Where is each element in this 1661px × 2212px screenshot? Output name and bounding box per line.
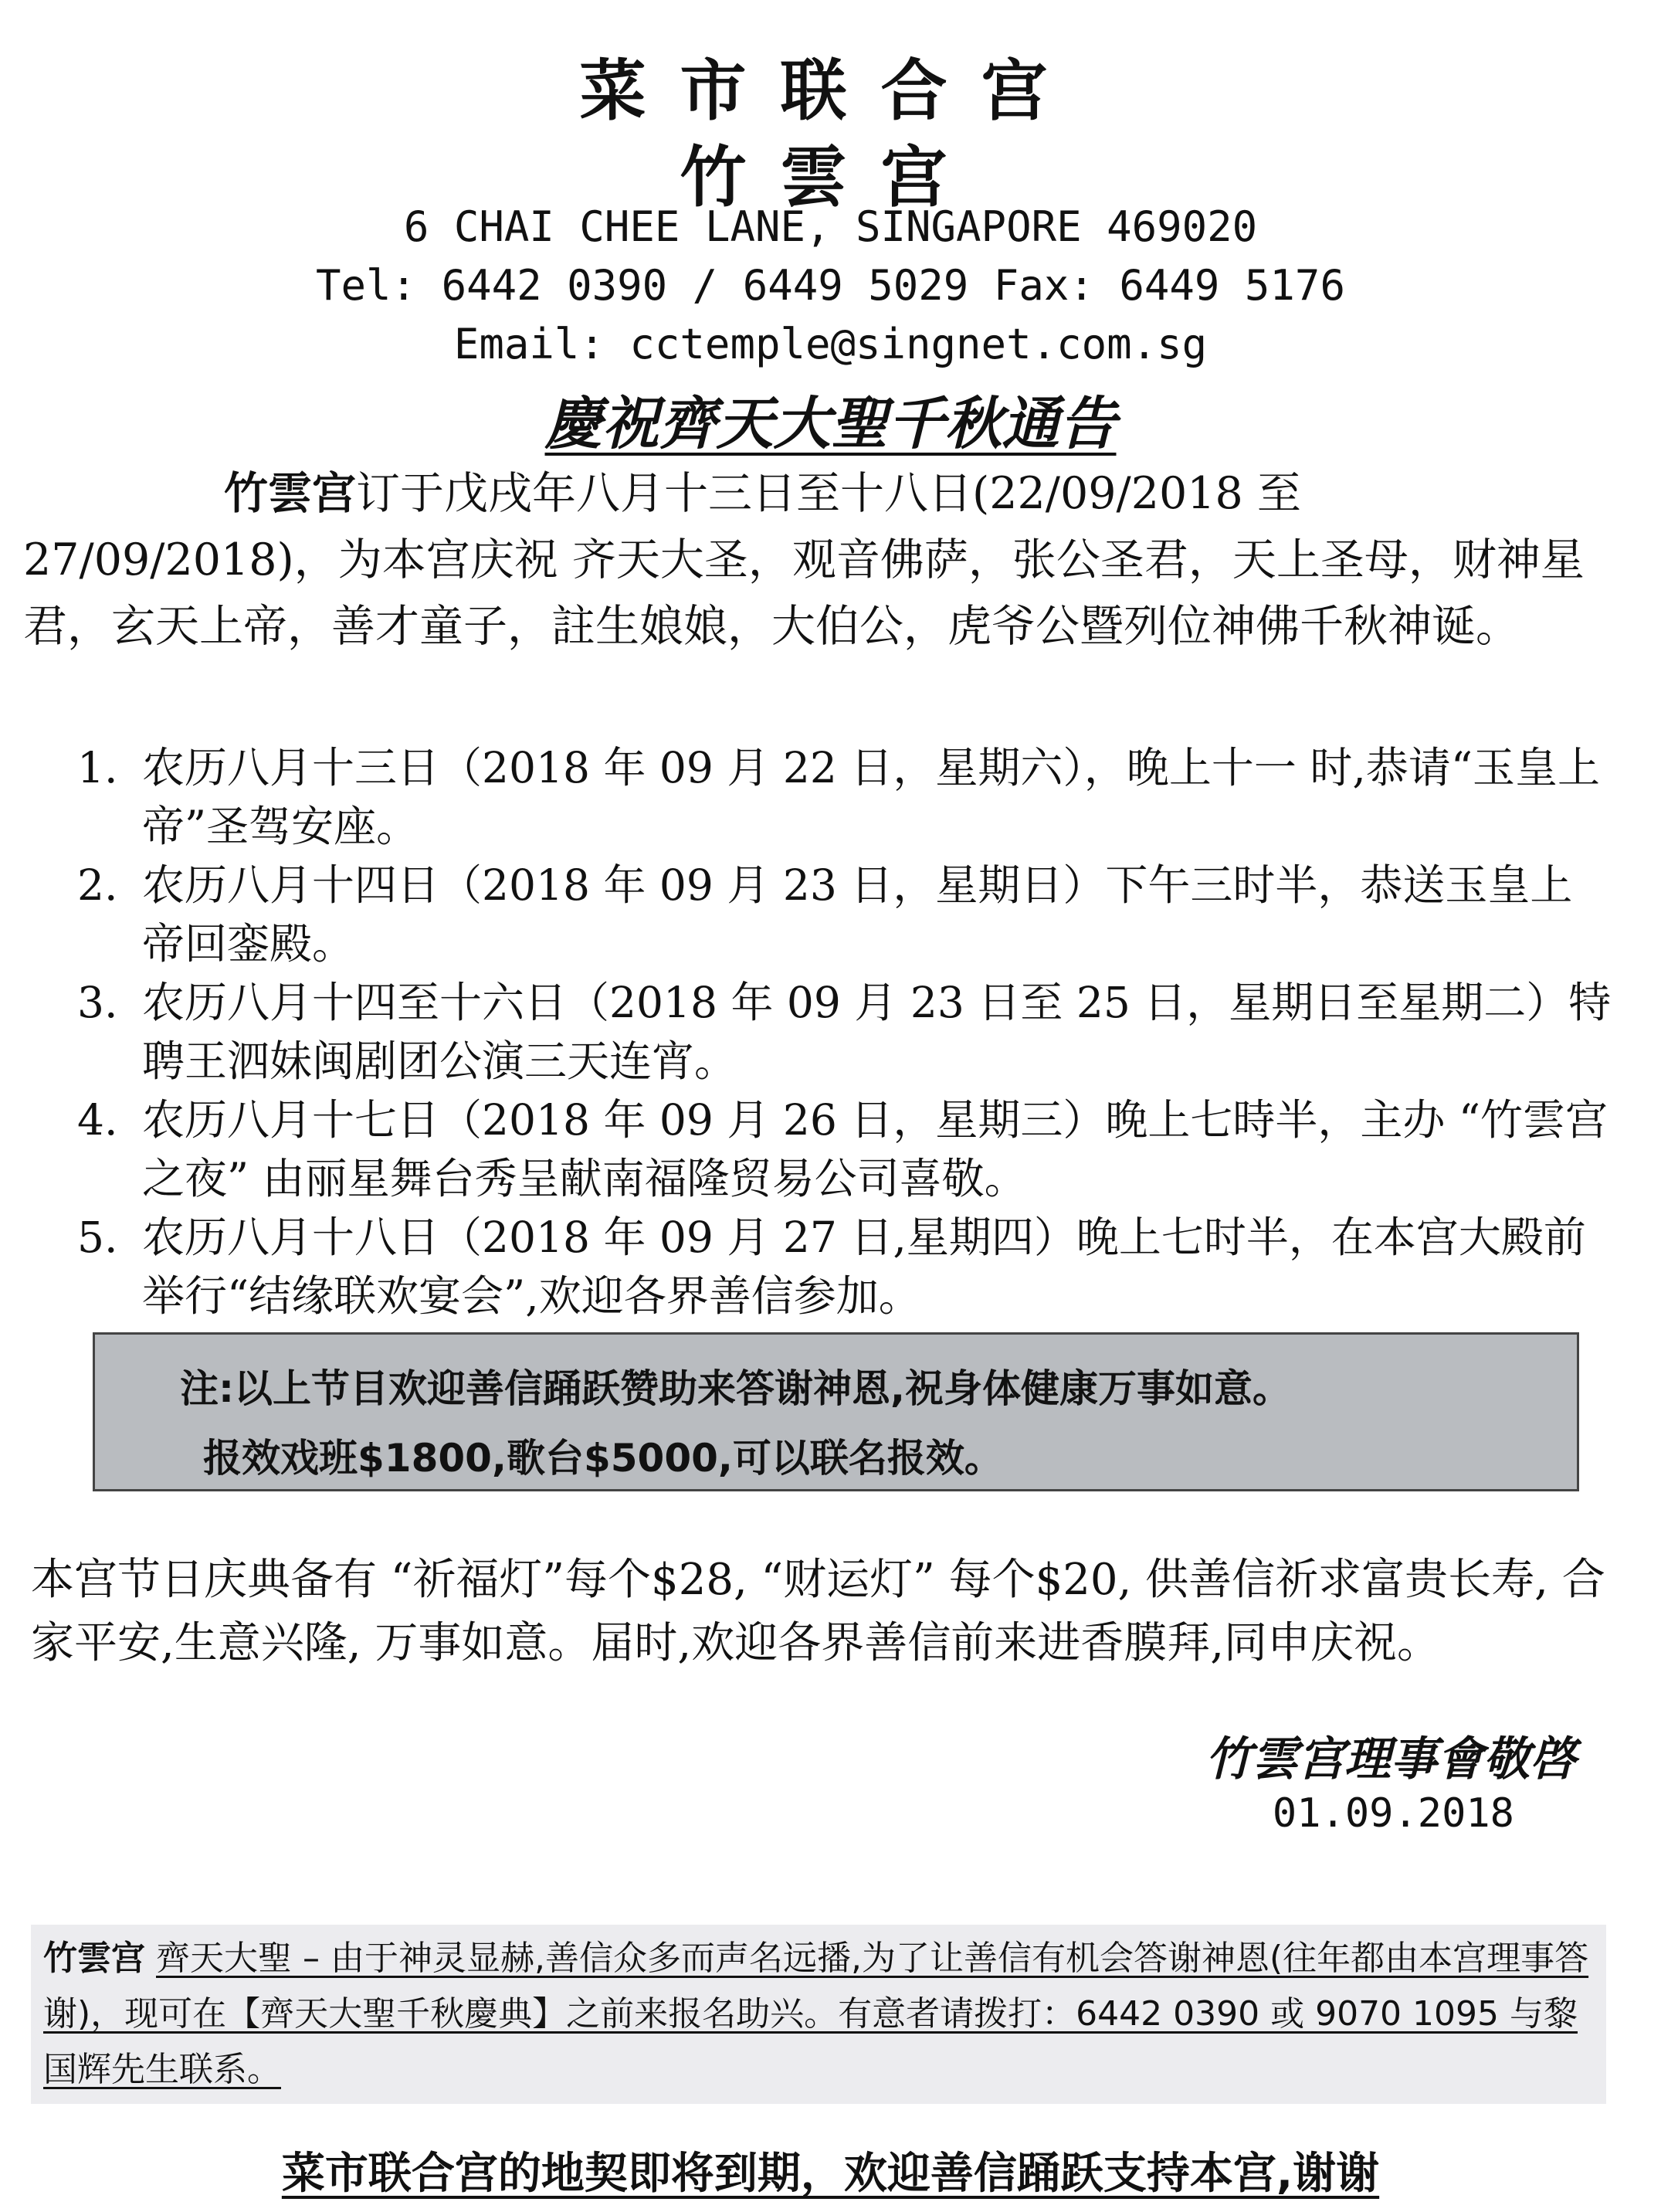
bottom-notice-text: 齊天大聖 – 由于神灵显赫,善信众多而声名远播,为了让善信有机会答谢神恩(往年都由本宫理事答谢)，现可在【齊天大聖千秋慶典】之前来报名助兴。有意者请拨打：6442 0390 或 9070 1095 与黎国辉先生联系。 (43, 1939, 1589, 2089)
event-text: 农历八月十八日（2018 年 09 月 27 日,星期四）晚上七时半，在本宫大殿前举行“结缘联欢宴会”,欢迎各界善信参加。 (142, 1213, 1586, 1321)
intro-paragraph (23, 460, 1598, 660)
email: Email: cctemple@singnet.com.sg (453, 320, 1208, 368)
bottom-notice (31, 1925, 1606, 2104)
event-text: 农历八月十三日（2018 年 09 月 22 日，星期六），晚上十一 时,恭请“玉皇上帝”圣驾安座。 (142, 743, 1600, 851)
lamps-paragraph: 本宫节日庆典备有 “祈福灯”每个$28, “财运灯” 每个$20, 供善信祈求富贵长寿, 合家平安,生意兴隆, 万事如意。届时,欢迎各界善信前来进香膜拜,同申庆祝。 (31, 1555, 1605, 1668)
list-item (77, 856, 1614, 973)
intro-lead: 竹雲宫 (224, 467, 356, 519)
event-list (77, 738, 1614, 1325)
note-box (93, 1332, 1579, 1491)
event-number: 4. (77, 1095, 118, 1145)
event-text: 农历八月十七日（2018 年 09 月 26 日，星期三）晚上七時半，主办 “竹雲宫之夜” 由丽星舞台秀呈献南福隆贸易公司喜敬。 (142, 1095, 1608, 1203)
list-item (77, 738, 1614, 856)
note-line-1: 注:以上节目欢迎善信踊跃赞助来答谢神恩,祝身体健康万事如意。 (180, 1366, 1291, 1411)
event-number: 3. (77, 978, 118, 1027)
event-number: 1. (77, 743, 118, 792)
note-line-2: 报效戏班$1800,歌台$5000,可以联名报效。 (203, 1436, 1003, 1481)
list-item (77, 973, 1614, 1091)
footer-text: 菜市联合宫的地契即将到期，欢迎善信踊跃支持本宫,谢谢 (281, 2149, 1380, 2199)
notice-title (0, 378, 1661, 460)
temple-subname: 竹雲宫 (680, 139, 981, 216)
tel-fax: Tel: 6442 0390 / 6449 5029 Fax: 6449 5176 (316, 261, 1345, 310)
event-number: 5. (77, 1213, 118, 1262)
notice-date: 01.09.2018 (1272, 1790, 1514, 1837)
temple-name: 菜市联合宫 (579, 53, 1082, 130)
bottom-notice-lead: 竹雲宫 (43, 1939, 145, 1978)
committee-signature: 竹雲宫理事會敬啓 (1205, 1732, 1576, 1786)
intro-text: 订于戊戌年八月十三日至十八日(22/09/2018 至 27/09/2018)，为本宫庆祝 齐天大圣，观音佛萨，张公圣君，天上圣母，财神星君，玄天上帝，善才童子，註生娘娘，大伯公，虎爷公暨列位神佛千秋神诞。 (23, 468, 1585, 652)
event-number: 2. (77, 860, 118, 910)
list-item (77, 1091, 1614, 1208)
address: 6 CHAI CHEE LANE, SINGAPORE 469020 (403, 202, 1258, 251)
event-text: 农历八月十四日（2018 年 09 月 23 日，星期日）下午三时半，恭送玉皇上帝回銮殿。 (142, 860, 1573, 969)
list-item (77, 1208, 1614, 1325)
notice-title-text: 慶祝齊天大聖千秋通告 (544, 391, 1117, 457)
footer-notice (0, 2139, 1661, 2201)
event-text: 农历八月十四至十六日（2018 年 09 月 23 日至 25 日，星期日至星期二）特聘王泗妹闽剧团公演三天连宵。 (142, 978, 1612, 1086)
